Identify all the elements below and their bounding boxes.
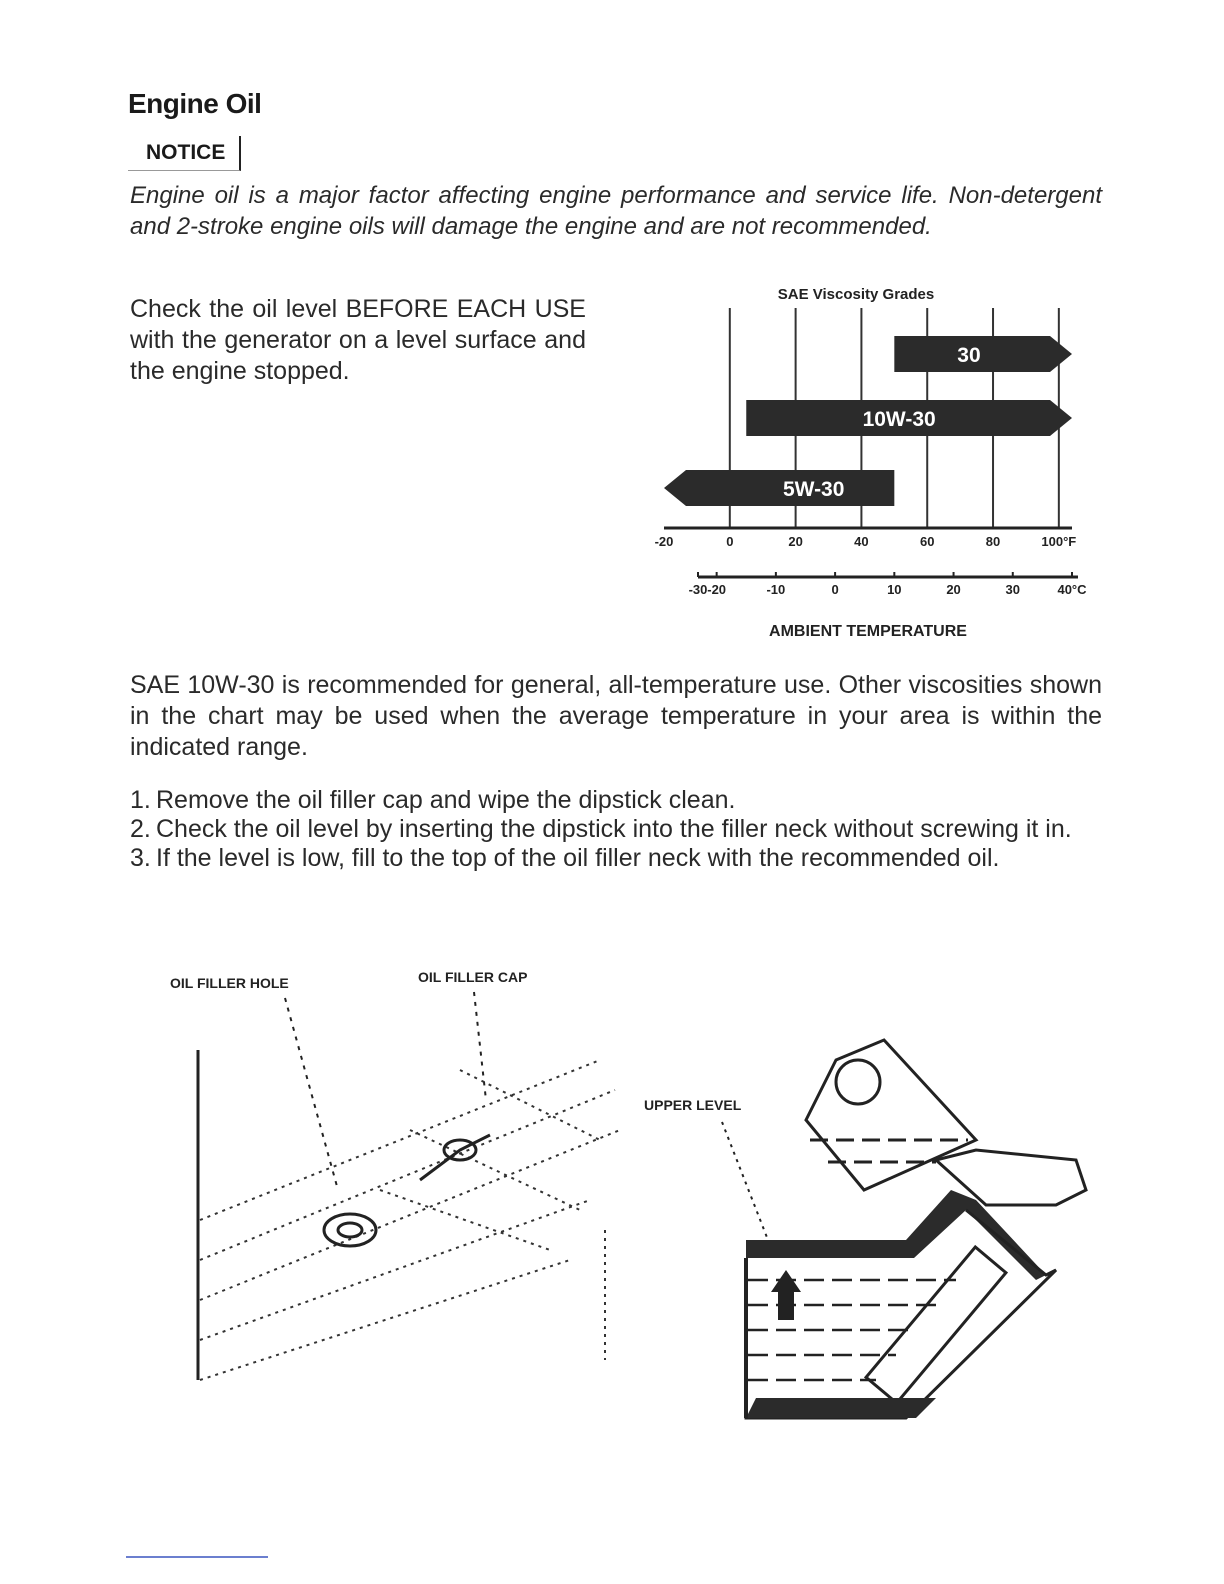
fahrenheit-ticks xyxy=(655,534,1077,549)
celsius-tick-label: -30 xyxy=(688,582,708,597)
celsius-tick-label: 10 xyxy=(887,582,902,597)
footer-rule xyxy=(126,1556,268,1558)
chart-bars xyxy=(664,336,1072,506)
fahrenheit-tick-label: 0 xyxy=(726,534,734,549)
step-number: 1. xyxy=(130,786,151,814)
step-item xyxy=(130,786,1102,815)
upper-level-leader xyxy=(722,1122,768,1240)
generator-filler-illustration xyxy=(160,960,630,1400)
generator-outline xyxy=(198,1050,620,1380)
step-item xyxy=(130,844,1102,873)
upper-level-arrow-icon xyxy=(771,1270,801,1320)
fahrenheit-tick-label: 80 xyxy=(985,534,1001,549)
viscosity-bar xyxy=(894,336,1072,372)
fahrenheit-tick-label: -20 xyxy=(654,534,674,549)
chart-x-label: AMBIENT TEMPERATURE xyxy=(769,623,967,640)
celsius-tick-label: 20 xyxy=(946,582,961,597)
step-text: If the level is low, fill to the top of the oil filler neck with the recommended oil. xyxy=(156,844,1000,872)
viscosity-chart xyxy=(636,278,1096,648)
celsius-tick-label: 30 xyxy=(1005,582,1021,597)
viscosity-bar-label: 5W-30 xyxy=(782,478,845,501)
fahrenheit-tick-label: 100°F xyxy=(1041,534,1077,549)
viscosity-bar-label: 10W-30 xyxy=(862,408,936,431)
fahrenheit-tick-label: 20 xyxy=(788,534,803,549)
step-text: Remove the oil filler cap and wipe the dipstick clean. xyxy=(156,786,736,814)
filler-hole-leader xyxy=(285,998,338,1190)
check-oil-paragraph: Check the oil level BEFORE EACH USE with the generator on a level surface and the engine stopped. xyxy=(130,295,586,385)
notice-text: Engine oil is a major factor affecting engine performance and service life. Non-detergent and 2-stroke engine oils will damage the engine and are not recommended. xyxy=(130,182,1102,240)
notice-label: NOTICE xyxy=(128,136,241,171)
filler-cap-leader xyxy=(474,992,486,1100)
fahrenheit-tick-label: 40 xyxy=(854,534,869,549)
celsius-tick-label: 0 xyxy=(831,582,839,597)
filler-cap-icon xyxy=(324,1135,490,1246)
dipstick-icon xyxy=(866,1150,1086,1403)
viscosity-bar-label: 30 xyxy=(957,344,981,367)
chart-title: SAE Viscosity Grades xyxy=(777,286,935,303)
celsius-tick-label: -10 xyxy=(766,582,786,597)
celsius-tick-label: 40°C xyxy=(1057,582,1087,597)
oil-filler-cap-label: OIL FILLER CAP xyxy=(418,969,528,985)
section-title: Engine Oil xyxy=(128,88,262,119)
step-number: 3. xyxy=(130,844,151,872)
step-item xyxy=(130,815,1102,844)
oil-fill-illustration xyxy=(636,1030,1106,1430)
sae-recommendation-paragraph: SAE 10W-30 is recommended for general, all-temperature use. Other viscosities shown in the chart may be used when the average temperature in your area is within the indicated range. xyxy=(130,671,1102,761)
oil-filler-hole-label: OIL FILLER HOLE xyxy=(170,975,289,991)
step-number: 2. xyxy=(130,815,151,843)
fahrenheit-tick-label: 60 xyxy=(919,534,935,549)
viscosity-bar xyxy=(664,470,894,506)
step-text: Check the oil level by inserting the dipstick into the filler neck without screwing it in. xyxy=(156,815,1072,843)
upper-level-label: UPPER LEVEL xyxy=(644,1097,742,1113)
celsius-tick-label: -20 xyxy=(707,582,727,597)
oil-check-steps xyxy=(130,786,1102,873)
